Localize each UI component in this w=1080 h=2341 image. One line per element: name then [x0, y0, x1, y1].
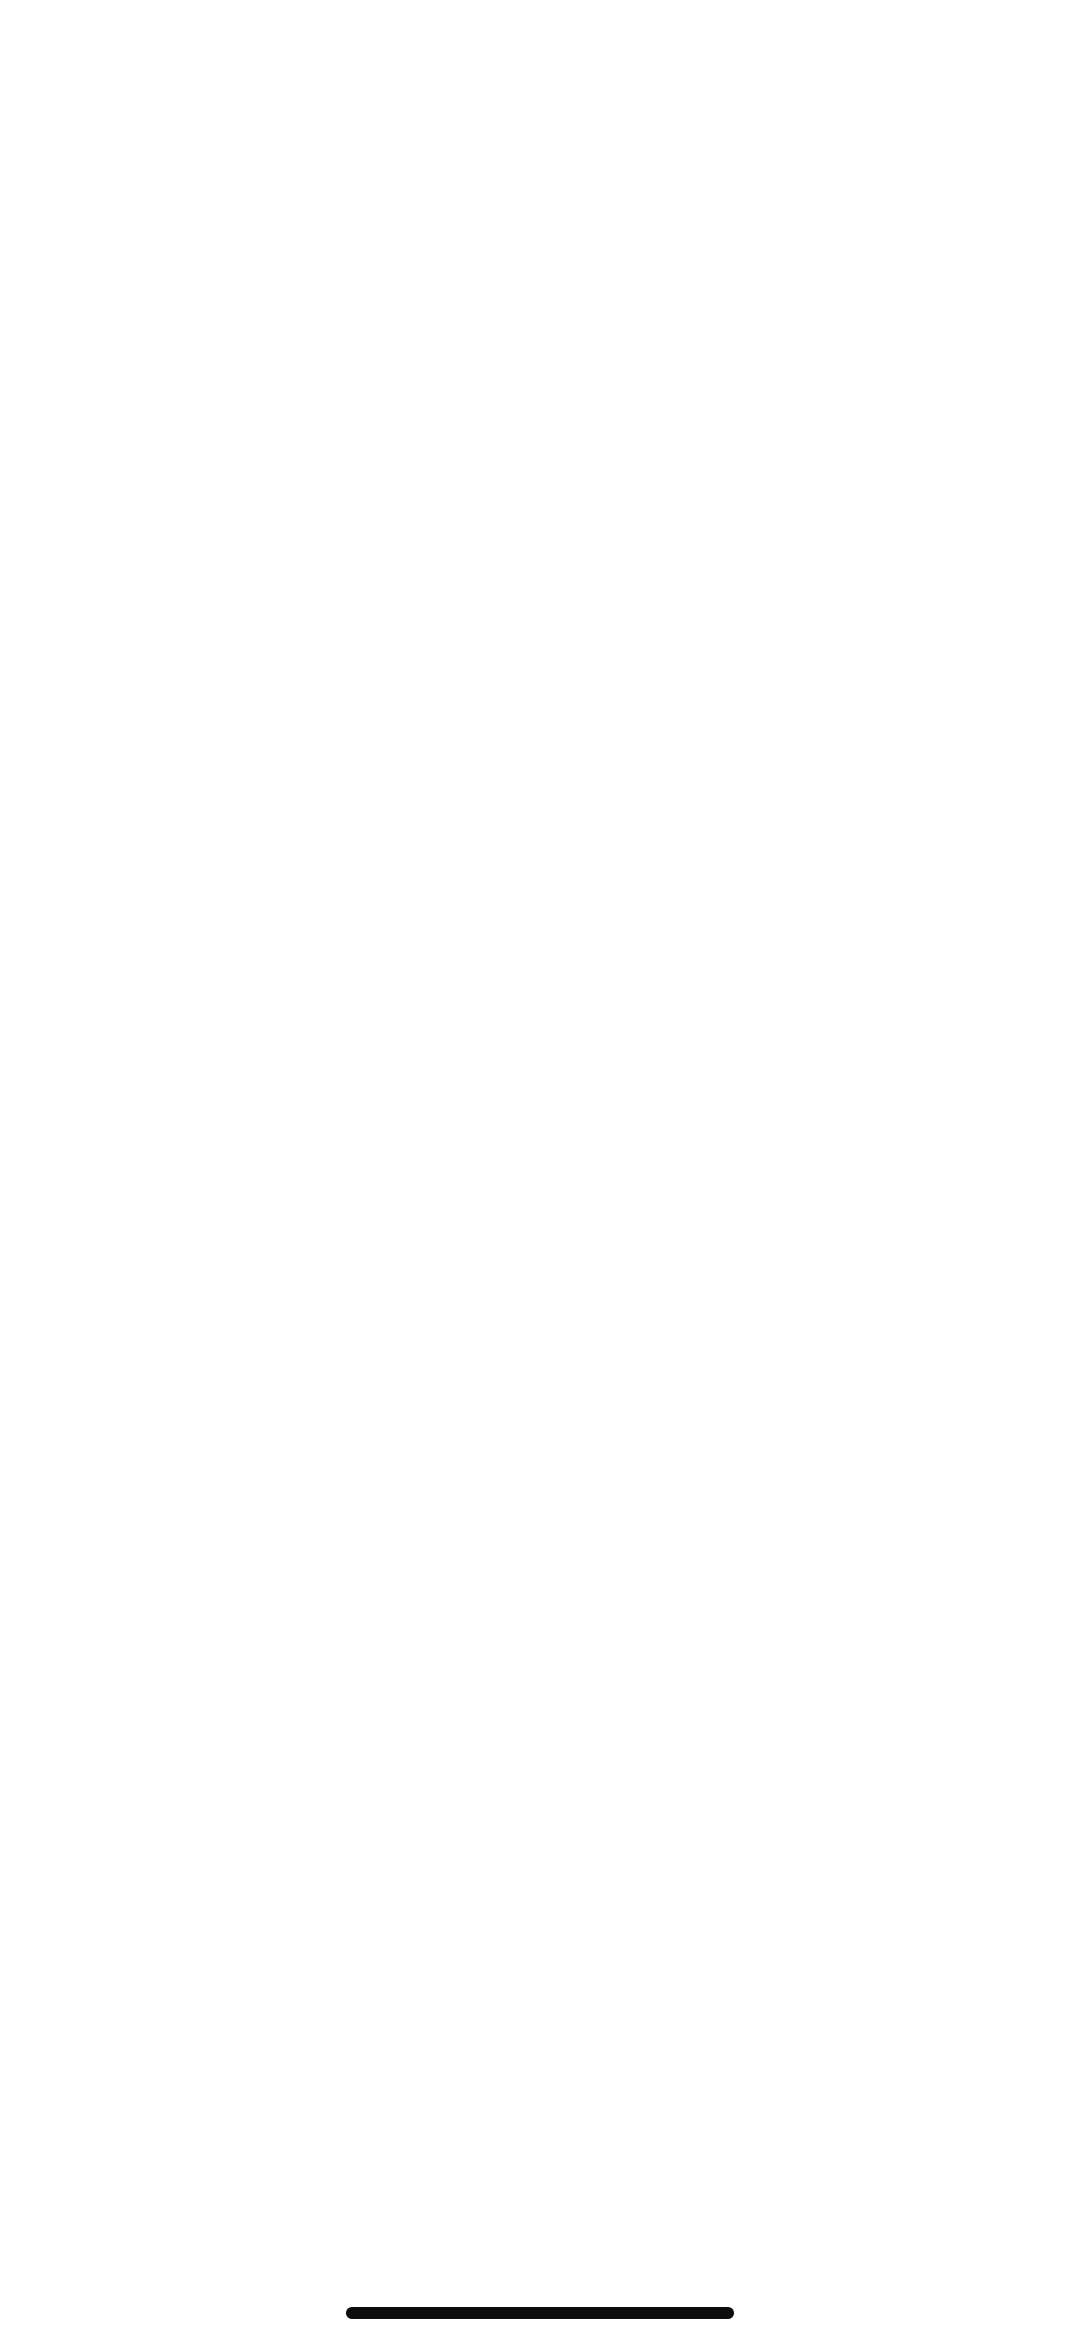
home-indicator[interactable] — [346, 2307, 734, 2319]
